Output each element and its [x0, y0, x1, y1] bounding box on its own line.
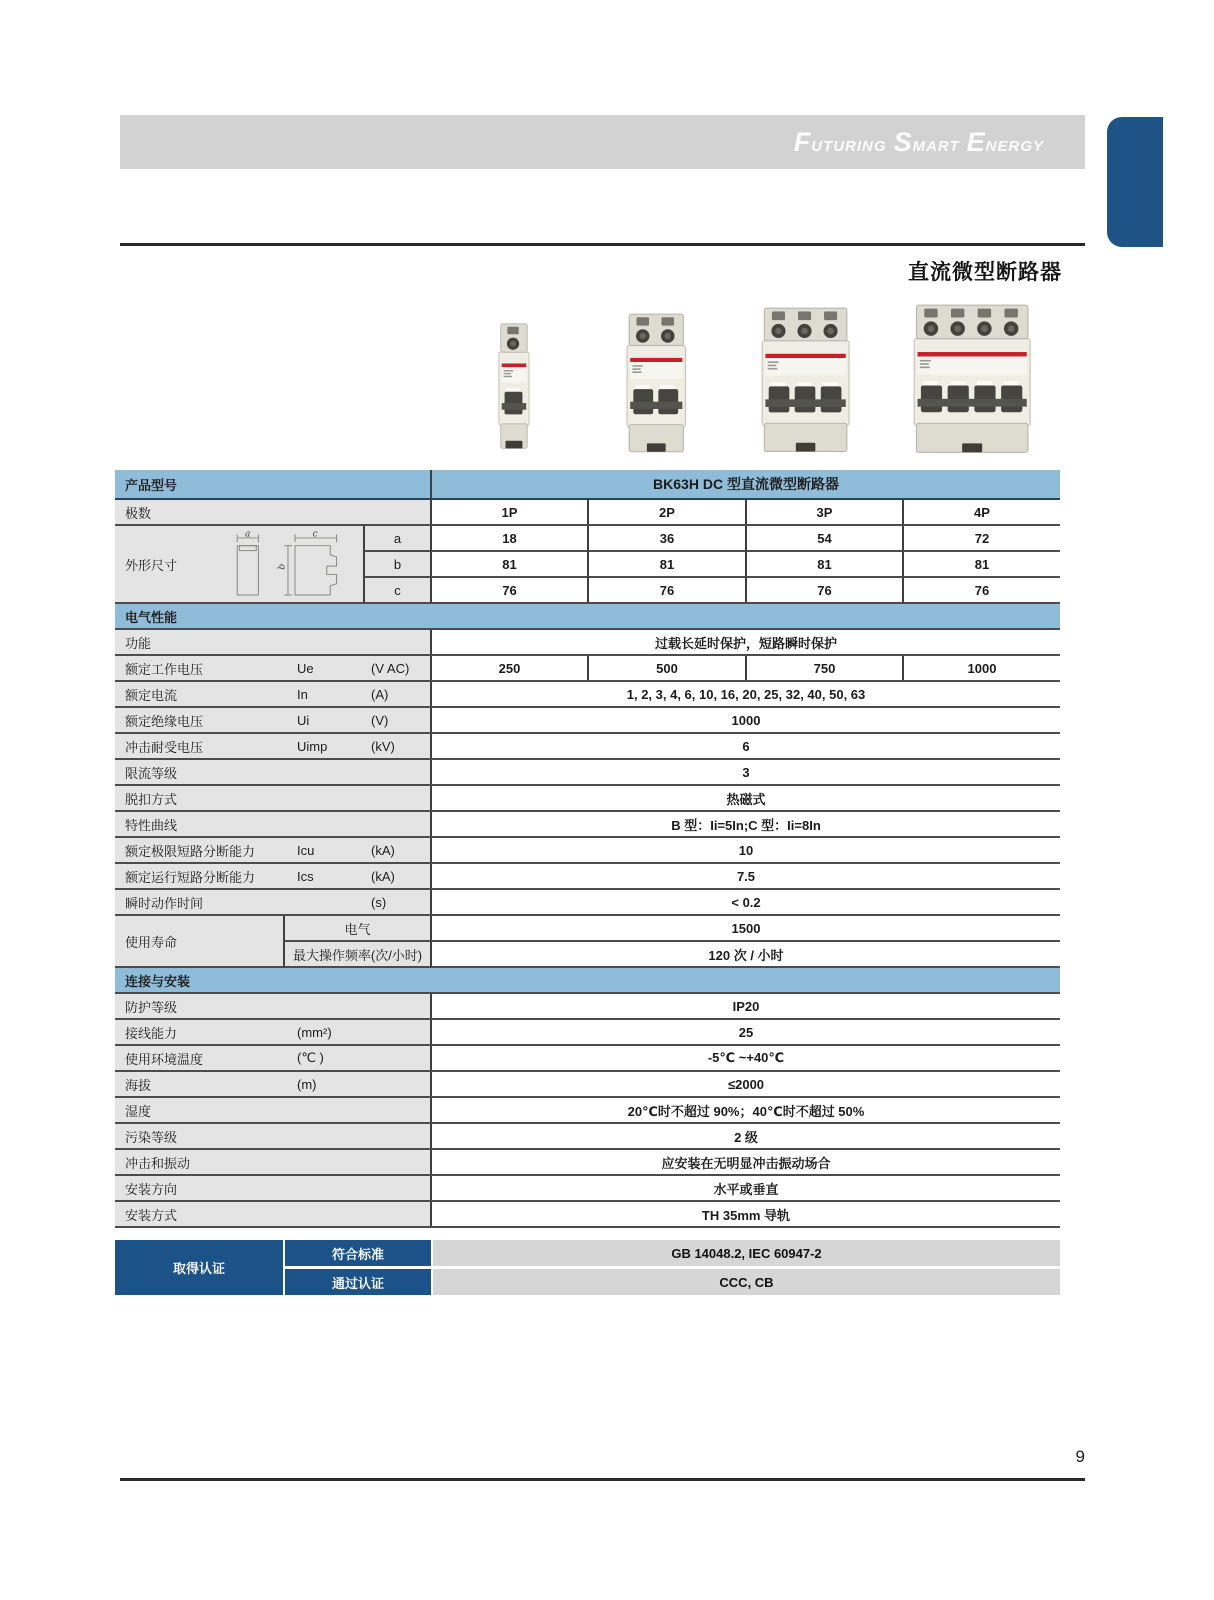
breaker-photo-4p: [912, 303, 1032, 459]
dimension-diagram: [195, 527, 357, 601]
ue-4p: 1000: [902, 656, 1060, 680]
row-label: 湿度: [125, 1103, 152, 1119]
service-life-block: [115, 916, 1060, 968]
dim-label-c: c: [312, 529, 318, 540]
humidity-value: 20℃时不超过 90%；40℃时不超过 50%: [430, 1098, 1060, 1122]
row-label: 瞬时动作时间: [125, 895, 204, 911]
insulation-voltage-row: [115, 708, 1060, 734]
row-label: 限流等级: [125, 765, 178, 781]
pollution-value: 2 级: [430, 1124, 1060, 1148]
logo-word: NERGY: [985, 137, 1044, 155]
dim-a-1p: 18: [430, 526, 587, 552]
service-life-sub-frequency: 最大操作频率(次/小时): [283, 942, 430, 968]
poles-row: [115, 500, 1060, 526]
standards-value: GB 14048.2, IEC 60947-2: [433, 1240, 1060, 1266]
mounting-method-value: TH 35mm 导轨: [430, 1202, 1060, 1226]
dimensions-label-cell: [115, 526, 363, 604]
row-unit: (kV): [371, 738, 395, 754]
row-label: 污染等级: [125, 1129, 178, 1145]
ue-1p: 250: [430, 656, 587, 680]
logo-letter: F: [793, 126, 812, 157]
poles-3p: 3P: [745, 500, 902, 524]
dim-b-2p: 81: [587, 552, 745, 578]
model-label-cell: [115, 470, 430, 498]
service-life-electrical-value: 1500: [430, 916, 1060, 942]
logo-letter: E: [966, 126, 986, 157]
poles-1p: 1P: [430, 500, 587, 524]
poles-4p: 4P: [902, 500, 1060, 524]
poles-label-cell: [115, 500, 430, 524]
current-limit-value: 3: [430, 760, 1060, 784]
certification-label: 取得认证: [115, 1240, 283, 1295]
dim-a-4p: 72: [902, 526, 1060, 552]
shock-value: 应安装在无明显冲击振动场合: [430, 1150, 1060, 1174]
logo-word: UTURING: [811, 137, 887, 155]
row-label: 特性曲线: [125, 817, 178, 833]
header-bar: [120, 115, 1085, 169]
row-label: 脱扣方式: [125, 791, 178, 807]
service-life-frequency-value: 120 次 / 小时: [430, 942, 1060, 968]
dim-sub-c: c: [363, 578, 430, 604]
dim-sub-b: b: [363, 552, 430, 578]
row-label: 极数: [125, 505, 152, 521]
row-unit: (V AC): [371, 660, 410, 676]
mounting-direction-value: 水平或垂直: [430, 1176, 1060, 1200]
dim-a-2p: 36: [587, 526, 745, 552]
approvals-label: 通过认证: [285, 1269, 431, 1295]
row-label: 安装方式: [125, 1207, 178, 1223]
row-label: 冲击和振动: [125, 1155, 191, 1171]
ics-value: 7.5: [430, 864, 1060, 888]
ambient-temp-row: [115, 1046, 1060, 1072]
row-label: 额定电流: [125, 687, 178, 703]
row-label: 额定运行短路分断能力: [125, 869, 256, 885]
row-label: 接线能力: [125, 1025, 178, 1041]
dim-c-3p: 76: [745, 578, 902, 604]
row-label: 防护等级: [125, 999, 178, 1015]
dim-label-b: b: [277, 563, 288, 570]
row-symbol: Icu: [297, 842, 315, 858]
row-label: 额定工作电压: [125, 661, 204, 677]
model-row: [115, 470, 1060, 500]
mounting-method-row: [115, 1202, 1060, 1228]
service-life-sub-electrical: 电气: [283, 916, 430, 942]
dim-c-4p: 76: [902, 578, 1060, 604]
trip-mode-row: [115, 786, 1060, 812]
breaker-photo-1p: [497, 322, 531, 454]
breaker-photo-2p: [625, 312, 688, 458]
section-electrical: 电气性能: [115, 604, 1060, 630]
dim-b-3p: 81: [745, 552, 902, 578]
row-label: 使用环境温度: [125, 1051, 204, 1067]
logo-word: MART: [912, 137, 960, 155]
mounting-direction-row: [115, 1176, 1060, 1202]
row-label: 功能: [125, 635, 152, 651]
model-value: BK63H DC 型直流微型断路器: [430, 470, 1060, 498]
row-label: 产品型号: [125, 477, 178, 493]
service-life-label: 使用寿命: [115, 916, 283, 968]
humidity-row: [115, 1098, 1060, 1124]
rated-current-row: [115, 682, 1060, 708]
row-label: 外形尺寸: [125, 557, 178, 573]
dim-b-4p: 81: [902, 552, 1060, 578]
altitude-value: ≤2000: [430, 1072, 1060, 1096]
row-unit: (s): [371, 894, 387, 910]
protection-value: IP20: [430, 994, 1060, 1018]
function-row: [115, 630, 1060, 656]
ics-row: [115, 864, 1060, 890]
row-unit: (kA): [371, 868, 395, 884]
certification-block: [115, 1240, 1060, 1295]
instant-time-value: < 0.2: [430, 890, 1060, 914]
row-label: 安装方向: [125, 1181, 178, 1197]
row-label: 额定绝缘电压: [125, 713, 204, 729]
wiring-row: [115, 1020, 1060, 1046]
row-unit: (A): [371, 686, 389, 702]
dim-a-3p: 54: [745, 526, 902, 552]
logo-letter: S: [893, 126, 913, 157]
dim-c-1p: 76: [430, 578, 587, 604]
impulse-voltage-value: 6: [430, 734, 1060, 758]
trip-mode-value: 热磁式: [430, 786, 1060, 810]
shock-row: [115, 1150, 1060, 1176]
standards-label: 符合标准: [285, 1240, 431, 1266]
dimensions-block: [115, 526, 1060, 604]
page-number: 9: [1075, 1447, 1085, 1466]
ue-3p: 750: [745, 656, 902, 680]
curve-value: B 型：Ii=5In;C 型：Ii=8In: [430, 812, 1060, 836]
row-unit: (kA): [371, 842, 395, 858]
impulse-voltage-row: [115, 734, 1060, 760]
row-symbol: Ui: [297, 712, 310, 728]
approvals-value: CCC, CB: [433, 1269, 1060, 1295]
row-unit: (V): [371, 712, 389, 728]
row-label: 海拔: [125, 1077, 152, 1093]
spec-table: [115, 470, 1060, 1228]
protection-row: [115, 994, 1060, 1020]
rated-voltage-row: [115, 656, 1060, 682]
chapter-tab: [1107, 117, 1163, 247]
dim-sub-a: a: [363, 526, 430, 552]
dim-label-a: a: [245, 529, 251, 540]
function-value: 过载长延时保护，短路瞬时保护: [430, 630, 1060, 654]
row-symbol: Uimp: [297, 738, 328, 754]
row-symbol: Ics: [297, 868, 314, 884]
insulation-voltage-value: 1000: [430, 708, 1060, 732]
row-symbol: In: [297, 686, 308, 702]
row-label: 冲击耐受电压: [125, 739, 204, 755]
page-title: 直流微型断路器: [908, 261, 1062, 284]
icu-value: 10: [430, 838, 1060, 862]
row-symbol: Ue: [297, 660, 314, 676]
icu-row: [115, 838, 1060, 864]
curve-row: [115, 812, 1060, 838]
row-unit: (m): [297, 1076, 317, 1092]
futuring-smart-energy-logo: [794, 127, 1051, 158]
pollution-row: [115, 1124, 1060, 1150]
row-unit: (mm²): [297, 1024, 332, 1040]
row-label: 额定极限短路分断能力: [125, 843, 256, 859]
instant-time-row: [115, 890, 1060, 916]
top-divider: [120, 243, 1085, 246]
bottom-divider: [120, 1478, 1085, 1481]
current-limit-row: [115, 760, 1060, 786]
ambient-temp-value: -5℃ ~+40℃: [430, 1046, 1060, 1070]
dim-c-2p: 76: [587, 578, 745, 604]
breaker-photo-3p: [760, 306, 851, 458]
section-connection: 连接与安装: [115, 968, 1060, 994]
altitude-row: [115, 1072, 1060, 1098]
wiring-value: 25: [430, 1020, 1060, 1044]
row-unit: (℃ ): [297, 1050, 324, 1065]
ue-2p: 500: [587, 656, 745, 680]
dim-b-1p: 81: [430, 552, 587, 578]
rated-current-value: 1, 2, 3, 4, 6, 10, 16, 20, 25, 32, 40, 50, 63: [430, 682, 1060, 706]
poles-2p: 2P: [587, 500, 745, 524]
